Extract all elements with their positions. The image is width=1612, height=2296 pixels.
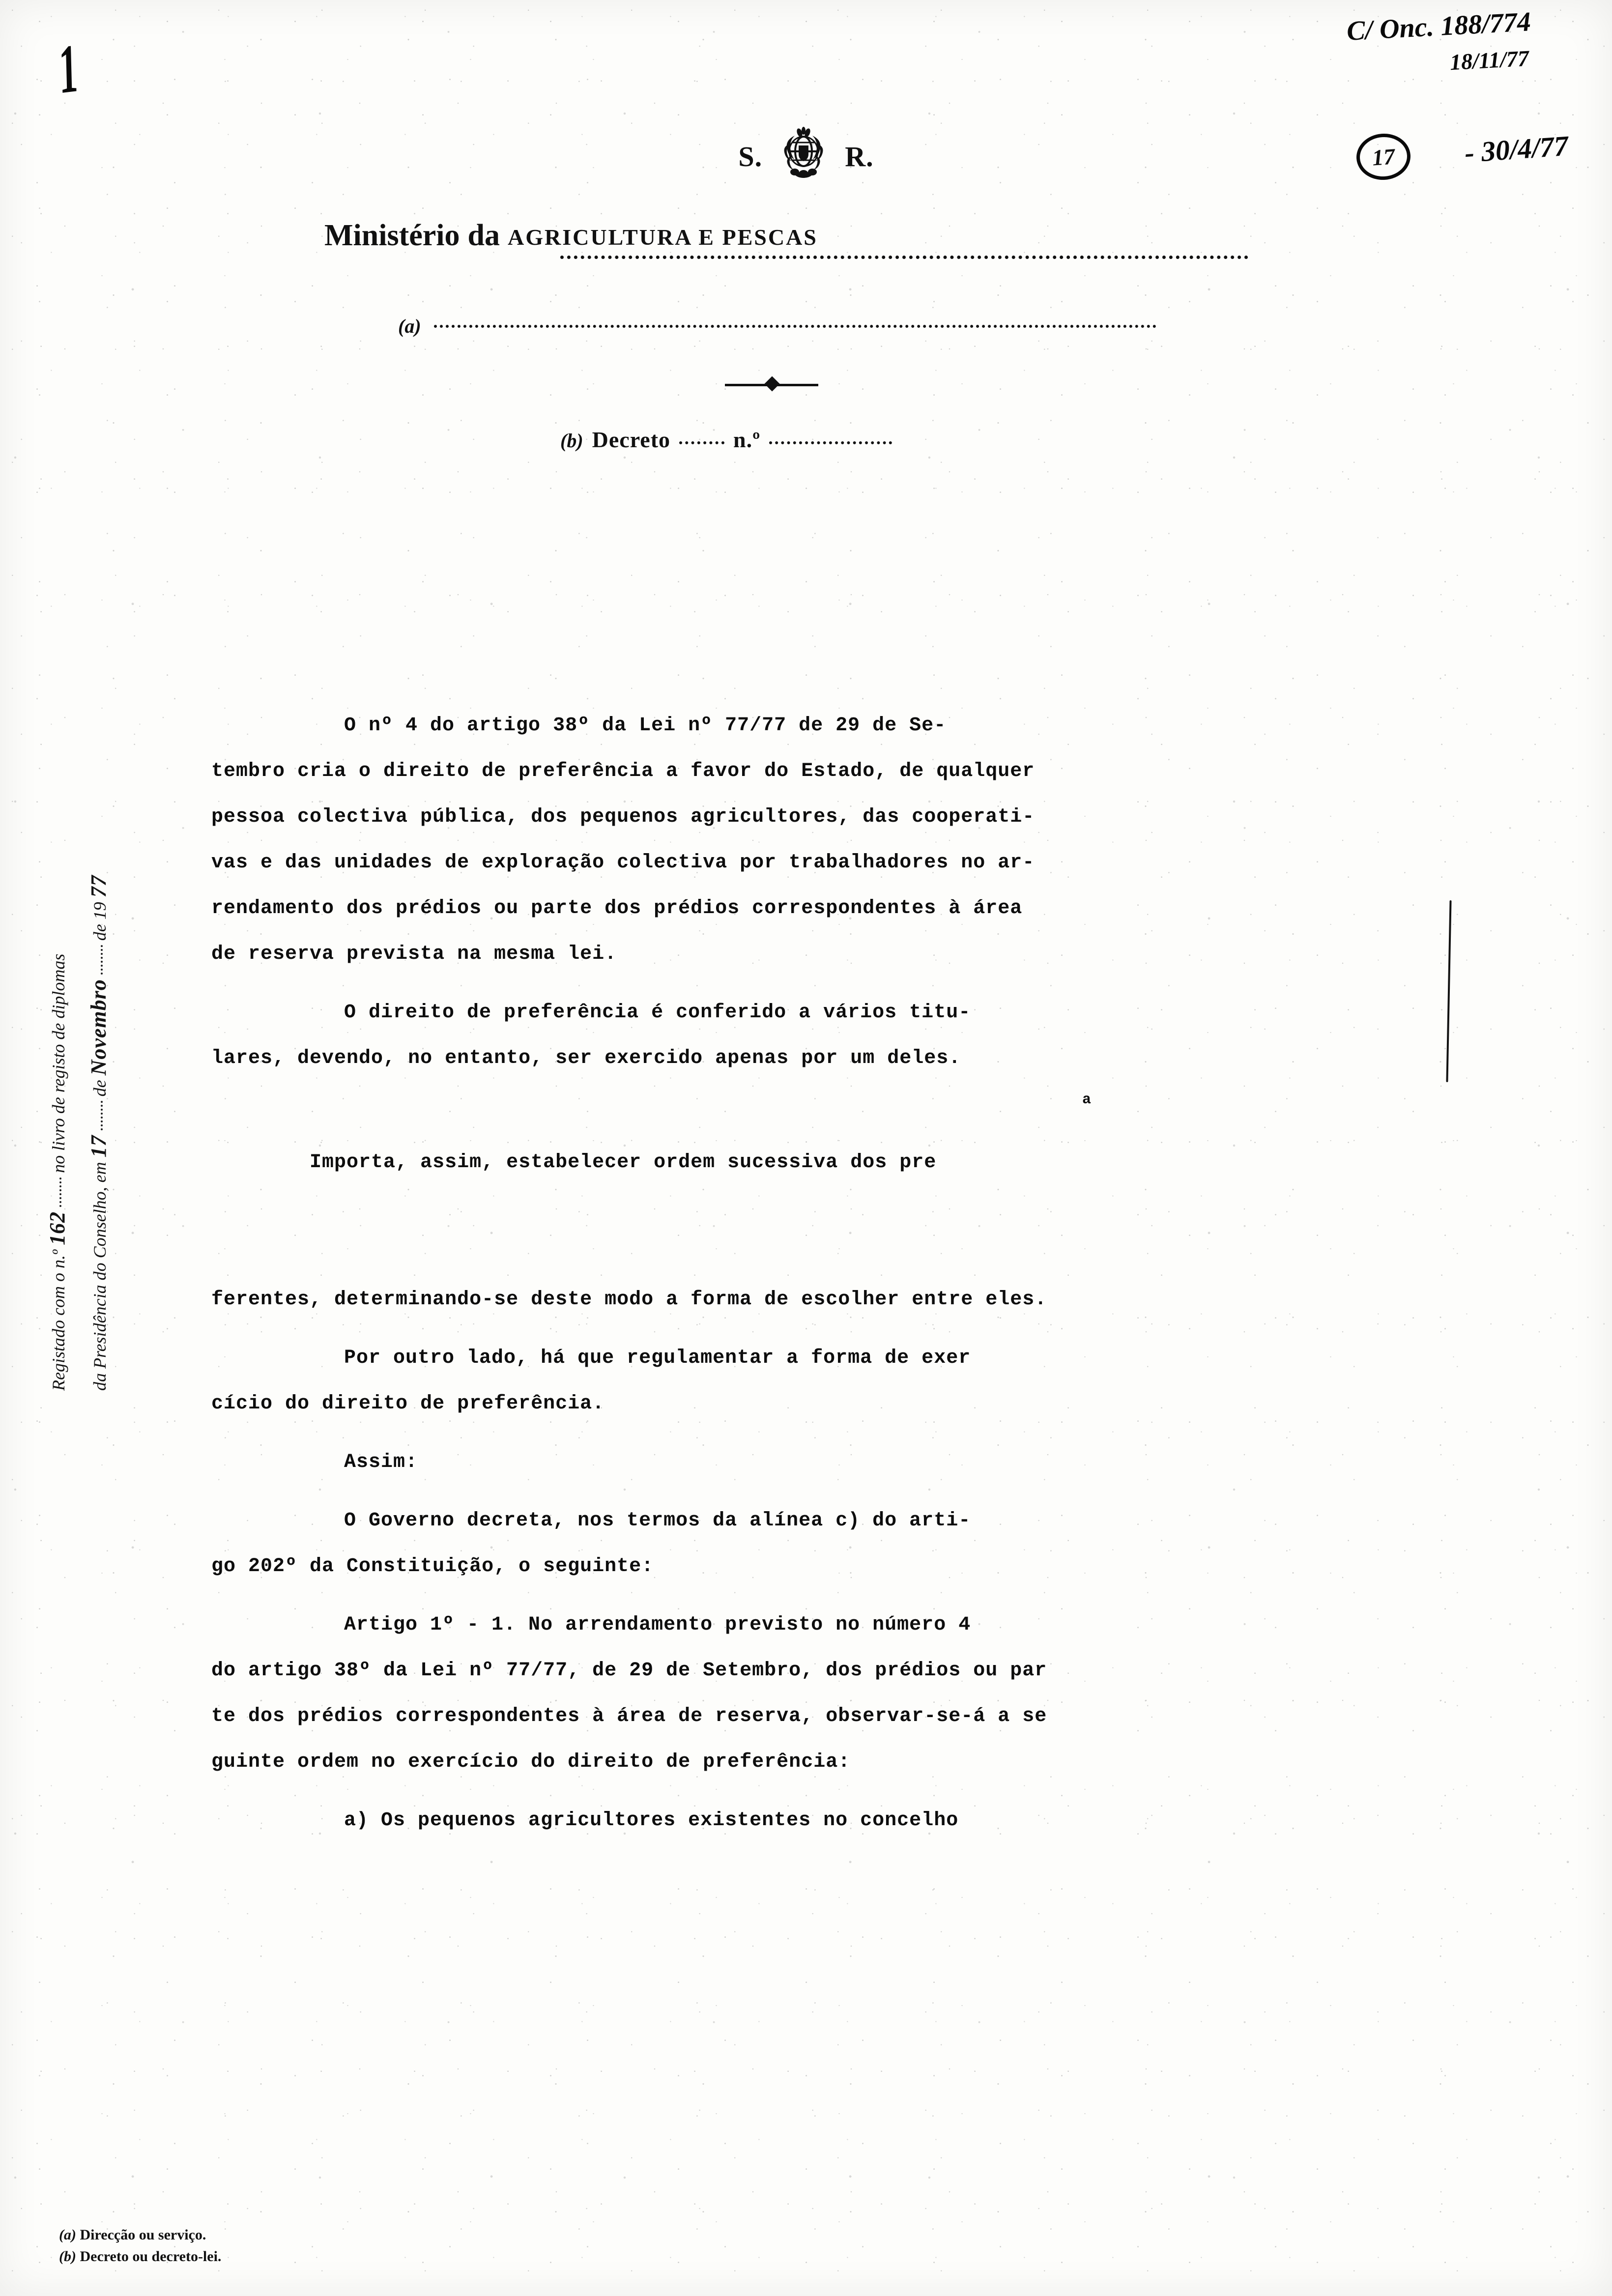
decree-number-blank[interactable] xyxy=(769,441,892,444)
handwritten-date-note: 18/11/77 xyxy=(1449,45,1530,75)
footnote-marker-a: (a) xyxy=(398,315,421,337)
paragraph-1 xyxy=(211,703,1568,977)
registry-day-handwritten: 17 xyxy=(86,1135,111,1158)
registry-de-1: de xyxy=(90,1080,110,1097)
sr-right-letter: R. xyxy=(845,140,874,172)
paragraph-4 xyxy=(211,1335,1568,1427)
body-line: Artigo 1º - 1. No arrendamento previsto no número 4 xyxy=(344,1614,971,1636)
body-line: rendamento dos prédios ou parte dos prédios correspondentes à área xyxy=(211,897,1023,919)
registry-month-rule xyxy=(101,945,103,975)
body-line: O nº 4 do artigo 38º da Lei nº 77/77 de 29 de Se- xyxy=(344,715,947,737)
registry-margin-line-1 xyxy=(39,811,77,1391)
republic-header xyxy=(0,127,1612,186)
body-line-text: Importa, assim, estabelecer ordem sucessiva dos pre xyxy=(310,1151,937,1174)
paragraph-3 xyxy=(211,1091,1568,1322)
paragraph-2 xyxy=(211,990,1568,1081)
body-line: pessoa colectiva pública, dos pequenos agricultores, das cooperati- xyxy=(211,806,1035,828)
decree-number-row xyxy=(560,427,892,453)
body-line: do artigo 38º da Lei nº 77/77, de 29 de Setembro, dos prédios ou par xyxy=(211,1660,1047,1682)
diamond-divider xyxy=(725,378,818,391)
footnote-b-text: Decreto ou decreto-lei. xyxy=(80,2248,222,2265)
registry-number-handwritten: 162 xyxy=(45,1211,69,1245)
paragraph-8 xyxy=(211,1798,1568,1843)
paragraph-7 xyxy=(211,1602,1568,1785)
footnote-a-key: (a) xyxy=(59,2227,76,2243)
body-line: ferentes, determinando-se deste modo a forma de escolher entre eles. xyxy=(211,1289,1047,1311)
footnote-b-key: (b) xyxy=(59,2248,76,2265)
body-line: Por outro lado, há que regulamentar a forma de exer xyxy=(344,1347,971,1369)
registry-margin-note xyxy=(39,811,118,1391)
direction-service-blank[interactable] xyxy=(434,325,1156,328)
footnote-marker-b: (b) xyxy=(560,430,583,452)
number-label: n.º xyxy=(733,427,761,452)
decree-type-blank[interactable] xyxy=(679,441,724,444)
footnotes xyxy=(59,2224,221,2267)
registry-de-2: de 19 xyxy=(90,902,110,941)
registry-suffix: no livro de registo de diplomas xyxy=(49,953,68,1173)
paragraph-6 xyxy=(211,1498,1568,1589)
footnote-a xyxy=(59,2224,221,2246)
body-line: go 202º da Constituição, o seguinte: xyxy=(211,1555,654,1578)
footnote-b xyxy=(59,2246,221,2267)
body-line-with-insert xyxy=(211,1091,1568,1277)
paragraph-5 xyxy=(211,1439,1568,1485)
body-line: te dos prédios correspondentes à área de reserva, observar-se-á a se xyxy=(211,1705,1047,1727)
registry-margin-line-2 xyxy=(81,811,118,1391)
registry-month-handwritten: Novembro xyxy=(86,979,111,1076)
ministry-label: Ministério xyxy=(324,219,460,252)
registry-number-rule xyxy=(59,1177,61,1207)
registry-day-rule xyxy=(101,1101,103,1130)
portugal-coat-of-arms-icon xyxy=(780,127,827,186)
handwritten-registry-number: - 30/4/77 xyxy=(1463,129,1570,169)
body-line: tembro cria o direito de preferência a favor do Estado, de qualquer xyxy=(211,760,1035,782)
ministry-preposition: da xyxy=(467,219,500,252)
ministry-heading xyxy=(324,220,818,251)
body-line: guinte ordem no exercício do direito de preferência: xyxy=(211,1751,851,1773)
body-line: cício do direito de preferência. xyxy=(211,1393,605,1415)
registry-year-handwritten: 77 xyxy=(86,875,111,898)
handwritten-page-number: 1 xyxy=(54,30,83,108)
footnote-a-text: Direcção ou serviço. xyxy=(80,2227,206,2243)
decree-label: Decreto xyxy=(592,427,671,452)
sr-left-letter: S. xyxy=(738,140,763,172)
body-line: vas e das unidades de exploração colectiva por trabalhadores no ar- xyxy=(211,852,1035,874)
body-line: O direito de preferência é conferido a vários titu- xyxy=(344,1002,971,1024)
body-line: a) Os pequenos agricultores existentes no concelho xyxy=(344,1809,959,1832)
ministry-name-rule xyxy=(560,256,1248,259)
handwritten-reference-note: C/ Onc. 188/774 xyxy=(1346,6,1532,47)
body-line: O Governo decreta, nos termos da alínea c) do arti- xyxy=(344,1510,971,1532)
typed-superscript-insert: a xyxy=(1082,1091,1092,1108)
handwritten-circled-number: 17 xyxy=(1355,132,1412,181)
body-line: Assim: xyxy=(344,1451,418,1473)
registry-council-prefix: da Presidência do Conselho, em xyxy=(90,1162,110,1391)
body-line: de reserva prevista na mesma lei. xyxy=(211,943,617,965)
decree-body xyxy=(211,703,1568,1856)
ministry-name-field[interactable]: AGRICULTURA E PESCAS xyxy=(507,225,818,250)
registry-prefix: Registado com o n.º xyxy=(49,1249,68,1391)
body-line: lares, devendo, no entanto, ser exercido apenas por um deles. xyxy=(211,1047,961,1069)
direction-service-field-row xyxy=(398,315,1156,338)
